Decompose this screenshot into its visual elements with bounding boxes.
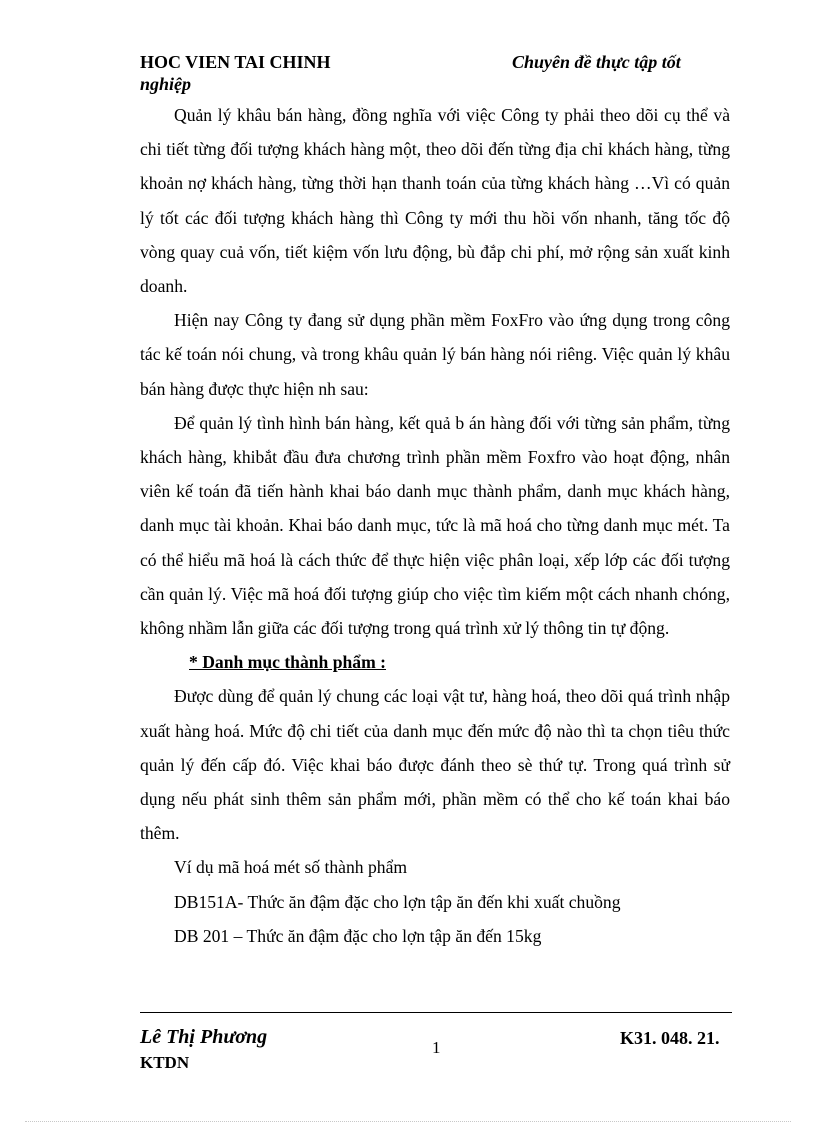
header-report-title: Chuyên đề thực tập tốt xyxy=(512,52,681,72)
section-heading xyxy=(140,645,730,679)
example-intro: Ví dụ mã hoá mét số thành phẩm xyxy=(174,857,408,878)
example-item-1: DB151A- Thức ăn đậm đặc cho lợn tập ăn đến khi xuất chuồng xyxy=(174,891,621,912)
paragraph-software-usage: Hiện nay Công ty đang sử dụng phần mềm FoxFro vào ứng dụng trong công tác kế toán nói chung, và trong khâu quản lý bán hàng nói riêng. Việc quản lý khâu bán hàng được thực hiện nh sau: xyxy=(140,310,730,399)
footer-department: KTDN xyxy=(140,1053,190,1072)
paragraph-sales-management: Quản lý khâu bán hàng, đồng nghĩa với việc Công ty phải theo dõi cụ thể và chi tiết từng đối tượng khách hàng một, theo dõi đến từng địa chỉ khách hàng, từng khoản nợ khách hàng, từng thời hạn thanh toán của từng khách hàng …Vì có quản lý tốt các đối tượng khách hàng thì Công ty mới thu hồi vốn nhanh, tăng tốc độ vòng quay cuả vốn, tiết kiệm vốn lưu động, bù đắp chi phí, mở rộng sản xuất kinh doanh. xyxy=(140,105,730,297)
paragraph-catalog-declaration: Để quản lý tình hình bán hàng, kết quả b án hàng đối với từng sản phẩm, từng khách hàng, khibắt đầu đưa chương trình phần mềm Foxfro vào hoạt động, nhân viên kế toán đã tiến hành khai báo danh mục thành phẩm, danh mục khách hàng, danh mục tài khoản. Khai báo danh mục, tức là mã hoá cho từng danh mục mét. Ta có thể hiểu mã hoá là cách thức để thực hiện việc phân loại, xếp lớp các đối tượng cần quản lý. Việc mã hoá đối tượng giúp cho việc tìm kiếm một cách nhanh chóng, không nhầm lẫn giữa các đối tượng trong quá trình xử lý thông tin tự động. xyxy=(140,412,730,639)
header-institution: HOC VIEN TAI CHINH xyxy=(140,52,331,72)
section-heading-text: * Danh mục thành phẩm : xyxy=(189,652,387,673)
paragraph-product-catalog: Được dùng để quản lý chung các loại vật tư, hàng hoá, theo dõi quá trình nhập xuất hàng hoá. Mức độ chi tiết của danh mục đến mức độ nào thì ta chọn tiêu thức quản lý đến cấp đó. Việc khai báo được đánh theo sè thứ tự. Trong quá trình sử dụng nếu phát sinh thêm sản phẩm mới, phần mềm có thể cho kế toán khai báo thêm. xyxy=(140,686,730,844)
footer-divider xyxy=(140,1012,732,1013)
example-item-2: DB 201 – Thức ăn đậm đặc cho lợn tập ăn đến 15kg xyxy=(174,925,542,946)
footer-student-code: K31. 048. 21. xyxy=(620,1028,720,1048)
page-edge-divider xyxy=(25,1121,791,1122)
document-body xyxy=(140,98,730,953)
header-continuation: nghiệp xyxy=(140,74,192,94)
page-number: 1 xyxy=(432,1038,441,1057)
footer-author-name: Lê Thị Phương xyxy=(140,1026,268,1048)
